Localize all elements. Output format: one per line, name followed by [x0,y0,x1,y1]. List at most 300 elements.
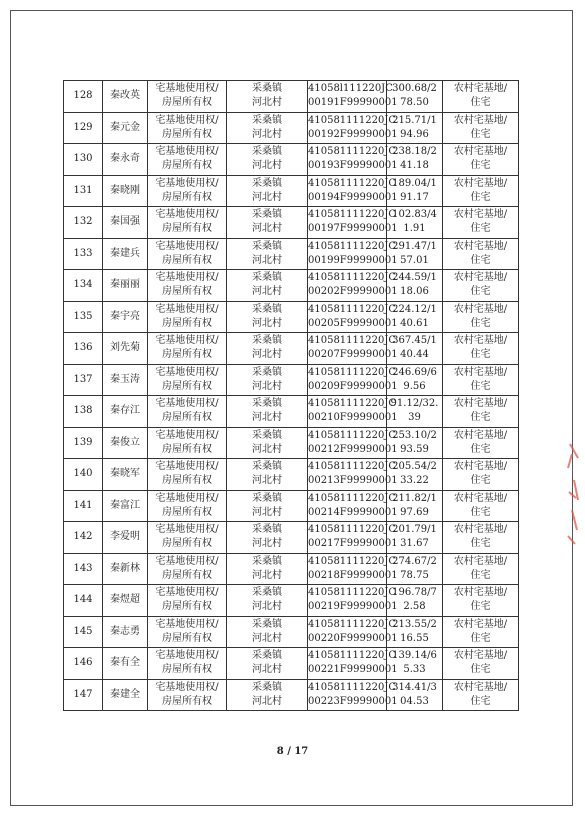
location-text: 河北村 [252,569,282,581]
right-type-text: 房屋所有权 [162,254,212,266]
right-type-text: 房屋所有权 [162,412,212,424]
records-table [63,80,519,711]
location-cell [227,490,308,522]
right-type-text: 房屋所有权 [162,160,212,172]
row-number-text: 129 [73,121,93,133]
land-use-cell [443,81,519,113]
owner-name-text: 秦建全 [110,688,140,700]
land-use-text: 住宅 [470,160,491,172]
land-use-cell [443,238,519,270]
table-row [64,585,519,617]
right-type-cell [148,144,227,176]
land-use-text: 农村宅基地/ [453,587,508,599]
location-cell [227,616,308,648]
parcel-code-text: 00191F99990001 [308,97,398,109]
location-text: 河北村 [252,97,282,109]
parcel-code-cell [308,553,398,585]
location-cell [227,648,308,680]
table-row [64,648,519,680]
right-type-text: 宅基地使用权/ [155,587,219,599]
owner-name-cell [103,364,148,396]
area-text: 102.83/4 [392,209,437,221]
location-text: 河北村 [252,380,282,392]
land-use-cell [443,459,519,491]
right-type-cell [148,616,227,648]
area-text: 244.59/1 [392,272,437,284]
owner-name-cell [103,81,148,113]
parcel-code-text: 00202F99990001 [308,286,398,298]
right-type-text: 宅基地使用权/ [155,146,219,158]
table-row [64,81,519,113]
right-type-cell [148,427,227,459]
owner-name-text: 秦丽丽 [110,279,140,291]
area-text: 367.45/1 [392,335,437,347]
land-use-text: 农村宅基地/ [453,618,508,630]
land-use-text: 农村宅基地/ [453,461,508,473]
land-use-cell [443,270,519,302]
owner-name-cell [103,333,148,365]
land-use-text: 住宅 [470,317,491,329]
right-type-text: 房屋所有权 [162,475,212,487]
parcel-code-text: 00213F99990001 [308,475,398,487]
parcel-code-text: 410581111220JC [308,461,397,473]
land-use-text: 住宅 [470,128,491,140]
parcel-code-text: 00199F99990001 [308,254,398,266]
land-use-text: 农村宅基地/ [453,681,508,693]
location-cell [227,427,308,459]
location-text: 河北村 [252,317,282,329]
area-text: 139.14/6 [392,650,437,662]
land-use-text: 农村宅基地/ [453,524,508,536]
row-number-cell [64,175,103,207]
location-text: 河北村 [252,349,282,361]
right-type-text: 房屋所有权 [162,443,212,455]
row-number-text: 147 [73,688,93,700]
land-use-cell [443,144,519,176]
right-type-cell [148,522,227,554]
location-cell [227,301,308,333]
area-text: 213.55/2 [392,618,437,630]
table-row [64,490,519,522]
right-type-text: 房屋所有权 [162,506,212,518]
parcel-code-text: 00218F99990001 [308,569,398,581]
parcel-code-text: 410581111220JC [308,555,397,567]
land-use-cell [443,112,519,144]
location-text: 采桑镇 [252,555,282,567]
row-number-cell [64,270,103,302]
right-type-text: 房屋所有权 [162,632,212,644]
area-text: 291.47/1 [392,240,437,252]
right-type-text: 宅基地使用权/ [155,114,219,126]
parcel-code-cell [308,648,398,680]
right-type-cell [148,81,227,113]
land-use-text: 农村宅基地/ [453,303,508,315]
parcel-code-text: 410581111220JC [308,335,397,347]
parcel-code-cell [308,270,398,302]
land-use-text: 农村宅基地/ [453,146,508,158]
location-cell [227,396,308,428]
area-text: 205.54/2 [392,461,437,473]
right-type-cell [148,459,227,491]
parcel-code-text: 410581111220JC [308,587,397,599]
parcel-code-text: 00193F99990001 [308,160,398,172]
land-use-cell [443,427,519,459]
parcel-code-text: 410581111220JC [308,114,397,126]
row-number-cell [64,648,103,680]
right-type-cell [148,364,227,396]
row-number-text: 137 [73,373,93,385]
parcel-code-text: 00220F99990001 [308,632,398,644]
owner-name-cell [103,270,148,302]
row-number-text: 131 [73,184,93,196]
parcel-code-text: 41058l111220JC [308,83,393,95]
row-number-cell [64,301,103,333]
land-use-text: 农村宅基地/ [453,240,508,252]
right-type-text: 宅基地使用权/ [155,681,219,693]
parcel-code-text: 410581111220JC [308,398,397,410]
location-text: 采桑镇 [252,335,282,347]
area-text: 33.22 [400,475,429,487]
location-cell [227,364,308,396]
parcel-code-text: 410581111220JC [308,209,397,221]
parcel-code-text: 410581111220JC [308,650,397,662]
parcel-code-cell [308,112,398,144]
location-text: 河北村 [252,286,282,298]
owner-name-cell [103,648,148,680]
parcel-code-cell [308,427,398,459]
owner-name-text: 秦永奇 [110,153,140,165]
table-row [64,144,519,176]
location-text: 采桑镇 [252,398,282,410]
right-type-text: 房屋所有权 [162,569,212,581]
owner-name-cell [103,144,148,176]
location-text: 采桑镇 [252,83,282,95]
owner-name-cell [103,522,148,554]
parcel-code-text: 00221F99990001 [308,664,398,676]
row-number-cell [64,238,103,270]
location-text: 河北村 [252,160,282,172]
parcel-code-cell [308,207,398,239]
location-text: 河北村 [252,506,282,518]
table-row [64,333,519,365]
parcel-code-text: 410581111220JC [308,429,397,441]
area-text: 246.69/6 [392,366,437,378]
land-use-cell [443,616,519,648]
location-text: 采桑镇 [252,240,282,252]
right-type-text: 宅基地使用权/ [155,398,219,410]
parcel-code-text: 00217F99990001 [308,538,398,550]
location-text: 采桑镇 [252,587,282,599]
owner-name-text: 秦晓刚 [110,184,140,196]
owner-name-text: 秦国强 [110,216,140,228]
right-type-cell [148,490,227,522]
right-type-cell [148,301,227,333]
table-row [64,301,519,333]
area-text: 78.75 [400,569,429,581]
location-text: 河北村 [252,223,282,235]
area-text: 189.04/1 [392,177,437,189]
table-row [64,459,519,491]
location-text: 河北村 [252,128,282,140]
location-text: 河北村 [252,412,282,424]
land-use-cell [443,333,519,365]
parcel-code-text: 00192F99990001 [308,128,398,140]
parcel-code-cell [308,81,398,113]
parcel-code-text: 410581111220JC [308,681,397,693]
right-type-text: 房屋所有权 [162,286,212,298]
row-number-cell [64,144,103,176]
area-text: 2.58 [403,601,426,613]
location-cell [227,207,308,239]
land-use-cell [443,207,519,239]
parcel-code-cell [308,333,398,365]
area-text: 16.55 [400,632,429,644]
parcel-code-text: 410581111220JC [308,146,397,158]
right-type-text: 宅基地使用权/ [155,209,219,221]
area-text: 300.68/2 [392,83,437,95]
table-row [64,364,519,396]
location-cell [227,679,308,711]
right-type-text: 宅基地使用权/ [155,429,219,441]
area-text: 41.18 [400,160,429,172]
owner-name-cell [103,207,148,239]
right-type-cell [148,207,227,239]
row-number-cell [64,585,103,617]
location-text: 采桑镇 [252,492,282,504]
area-text: 253.10/2 [392,429,437,441]
area-text: 5.33 [403,664,426,676]
area-text: 215.71/1 [392,114,437,126]
row-number-cell [64,522,103,554]
area-text: 39 [408,412,421,424]
location-text: 采桑镇 [252,177,282,189]
parcel-code-text: 00223F99990001 [308,695,398,707]
right-type-text: 房屋所有权 [162,538,212,550]
land-use-cell [443,396,519,428]
location-cell [227,333,308,365]
right-type-cell [148,175,227,207]
land-use-text: 农村宅基地/ [453,366,508,378]
parcel-code-text: 00197F99990001 [308,223,398,235]
land-use-text: 住宅 [470,632,491,644]
area-text: 97.69 [400,506,429,518]
location-text: 河北村 [252,191,282,203]
location-cell [227,144,308,176]
area-text: 238.18/2 [392,146,437,158]
owner-name-cell [103,679,148,711]
land-use-text: 农村宅基地/ [453,492,508,504]
land-use-cell [443,175,519,207]
table-row [64,238,519,270]
area-text: 94.96 [400,128,429,140]
row-number-text: 144 [73,594,93,606]
area-text: 40.61 [400,317,429,329]
right-type-text: 房屋所有权 [162,695,212,707]
row-number-cell [64,112,103,144]
row-number-text: 140 [73,468,93,480]
location-cell [227,175,308,207]
land-use-text: 农村宅基地/ [453,555,508,567]
owner-name-text: 刘先菊 [110,342,140,354]
row-number-text: 133 [73,247,93,259]
right-type-text: 房屋所有权 [162,128,212,140]
owner-name-text: 秦玉涛 [110,373,140,385]
location-text: 采桑镇 [252,650,282,662]
area-text: 211.82/1 [392,492,437,504]
area-text: 93.59 [400,443,429,455]
land-use-cell [443,490,519,522]
row-number-cell [64,553,103,585]
owner-name-text: 秦存江 [110,405,140,417]
parcel-code-text: 410581111220JC [308,366,397,378]
right-type-cell [148,553,227,585]
parcel-code-text: 410581111220JC [308,618,397,630]
parcel-code-text: 00209F99990001 [308,380,398,392]
records-table-body [64,81,519,711]
parcel-code-text: 00194F99990001 [308,191,398,203]
parcel-code-cell [308,144,398,176]
area-text: 274.67/2 [392,555,437,567]
location-text: 河北村 [252,538,282,550]
location-text: 采桑镇 [252,303,282,315]
land-use-cell [443,301,519,333]
table-row [64,427,519,459]
owner-name-cell [103,238,148,270]
row-number-text: 128 [73,90,93,102]
land-use-text: 住宅 [470,223,491,235]
location-text: 采桑镇 [252,272,282,284]
location-text: 采桑镇 [252,366,282,378]
page-current: 8 [276,746,284,757]
land-use-text: 农村宅基地/ [453,272,508,284]
owner-name-text: 秦俊立 [110,436,140,448]
page-total: 17 [294,746,309,757]
area-text: 18.06 [400,286,429,298]
land-use-text: 住宅 [470,97,491,109]
location-text: 采桑镇 [252,461,282,473]
right-type-text: 房屋所有权 [162,97,212,109]
owner-name-cell [103,616,148,648]
location-text: 河北村 [252,601,282,613]
location-text: 采桑镇 [252,209,282,221]
location-text: 河北村 [252,695,282,707]
owner-name-text: 秦新林 [110,562,140,574]
page-number [0,746,585,757]
location-text: 河北村 [252,664,282,676]
location-cell [227,81,308,113]
location-text: 采桑镇 [252,618,282,630]
row-number-cell [64,427,103,459]
right-type-text: 房屋所有权 [162,664,212,676]
owner-name-cell [103,112,148,144]
owner-name-cell [103,459,148,491]
owner-name-cell [103,396,148,428]
row-number-cell [64,207,103,239]
seal-stamp-fragment [566,440,580,550]
row-number-text: 142 [73,531,93,543]
land-use-cell [443,553,519,585]
land-use-text: 住宅 [470,443,491,455]
right-type-text: 房屋所有权 [162,601,212,613]
location-text: 采桑镇 [252,524,282,536]
parcel-code-cell [308,238,398,270]
page-separator: / [287,746,291,757]
row-number-cell [64,333,103,365]
table-row [64,112,519,144]
row-number-text: 134 [73,279,93,291]
owner-name-text: 秦志勇 [110,625,140,637]
location-text: 采桑镇 [252,146,282,158]
parcel-code-cell [308,396,398,428]
area-text: 9.56 [403,380,426,392]
location-text: 河北村 [252,632,282,644]
owner-name-text: 秦改英 [110,90,140,102]
owner-name-cell [103,490,148,522]
location-cell [227,585,308,617]
area-text: 91.17 [400,191,429,203]
land-use-text: 住宅 [470,695,491,707]
right-type-text: 宅基地使用权/ [155,83,219,95]
owner-name-text: 秦建兵 [110,247,140,259]
parcel-code-text: 00210F99990001 [308,412,398,424]
right-type-text: 房屋所有权 [162,223,212,235]
row-number-text: 143 [73,562,93,574]
row-number-cell [64,81,103,113]
right-type-cell [148,238,227,270]
location-cell [227,270,308,302]
parcel-code-text: 00212F99990001 [308,443,398,455]
right-type-cell [148,112,227,144]
right-type-cell [148,679,227,711]
location-text: 河北村 [252,254,282,266]
owner-name-text: 秦晓军 [110,468,140,480]
land-use-text: 住宅 [470,254,491,266]
land-use-text: 住宅 [470,538,491,550]
parcel-code-cell [308,364,398,396]
right-type-cell [148,270,227,302]
location-cell [227,553,308,585]
land-use-text: 农村宅基地/ [453,114,508,126]
parcel-code-text: 00205F99990001 [308,317,398,329]
row-number-text: 145 [73,625,93,637]
area-text: 91.12/32. [390,398,439,410]
land-use-text: 住宅 [470,380,491,392]
parcel-code-text: 00207F99990001 [308,349,398,361]
land-use-cell [443,585,519,617]
area-text: 1.91 [403,223,426,235]
owner-name-cell [103,175,148,207]
owner-name-cell [103,427,148,459]
parcel-code-cell [308,175,398,207]
parcel-code-cell [308,459,398,491]
owner-name-text: 秦富江 [110,499,140,511]
parcel-code-text: 410581111220JC [308,303,397,315]
parcel-code-cell [308,679,398,711]
right-type-text: 房屋所有权 [162,349,212,361]
table-row [64,396,519,428]
land-use-cell [443,679,519,711]
land-use-text: 住宅 [470,569,491,581]
parcel-code-cell [308,490,398,522]
area-text: 04.53 [400,695,429,707]
table-row [64,522,519,554]
right-type-text: 房屋所有权 [162,380,212,392]
parcel-code-text: 410581111220JC [308,524,397,536]
parcel-code-text: 00214F99990001 [308,506,398,518]
location-text: 采桑镇 [252,681,282,693]
right-type-cell [148,585,227,617]
land-use-text: 住宅 [470,664,491,676]
